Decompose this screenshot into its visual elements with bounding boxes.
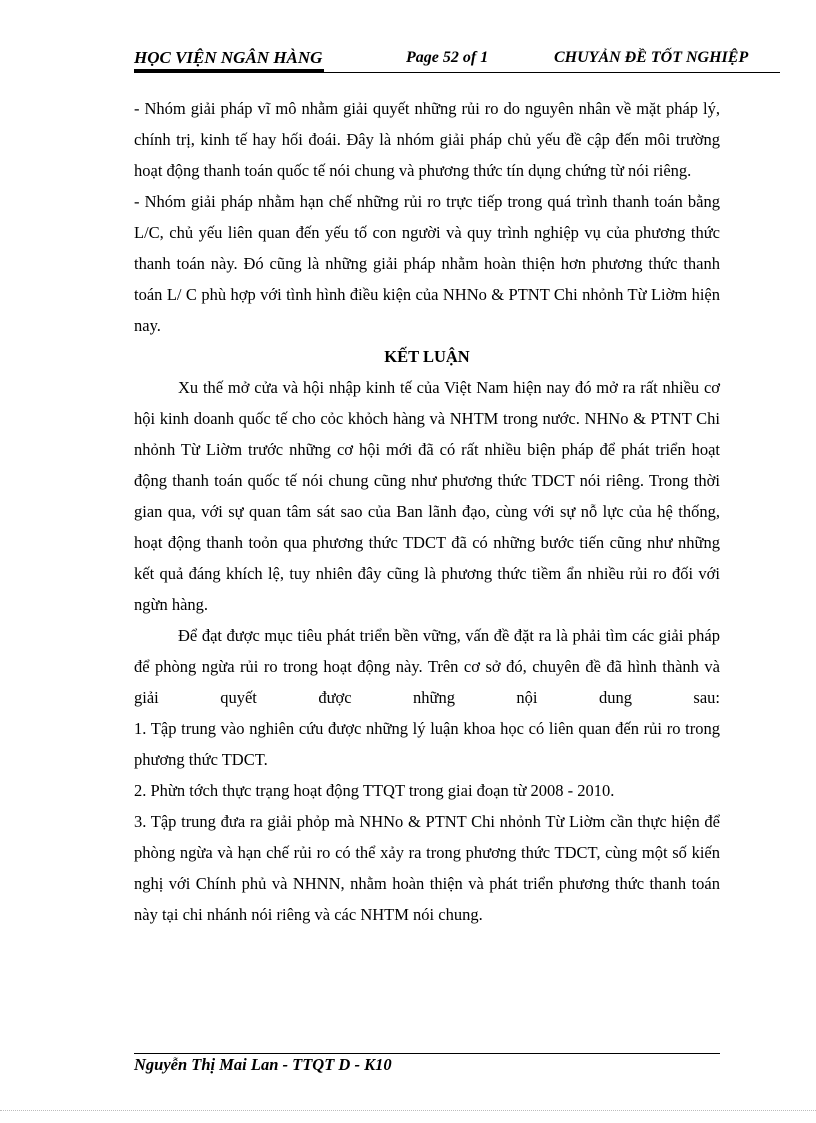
list-item-2: 2. Phừn tớch thực trạng hoạt động TTQT trong giai đoạn từ 2008 - 2010.	[134, 781, 615, 800]
page-number: Page 52 of 1	[406, 49, 489, 66]
page-header	[134, 46, 780, 72]
paragraph-macro-solutions: - Nhóm giải pháp vĩ mô nhằm giải quyết những rủi ro do nguyên nhân về mặt pháp lý, chính trị, kinh tế hay hối đoái. Đây là nhóm giải pháp chủ yếu đề cập đến môi trường hoạt động thanh toán quốc tế nói chung và phương thức tín dụng chứng từ nói riêng.	[134, 99, 720, 180]
footer-author: Nguyễn Thị Mai Lan - TTQT D - K10	[134, 1055, 392, 1074]
paragraph-direct-risk-solutions: - Nhóm giải pháp nhằm hạn chế những rủi ro trực tiếp trong quá trình thanh toán bằng L/C, chủ yếu liên quan đến yếu tố con người và quy trình nghiệp vụ của phương thức thanh toán này. Đó cũng là những giải pháp nhằm hoàn thiện hơn phương thức thanh toán L/ C phù hợp với tình hình điều kiện của NHNo & PTNT Chi nhỏnh Từ Liờm hiện nay.	[134, 192, 720, 335]
footer-divider	[134, 1053, 720, 1054]
header-divider	[134, 72, 780, 73]
list-item-3: 3. Tập trung đưa ra giải phỏp mà NHNo & PTNT Chi nhỏnh Từ Liờm cần thực hiện để phòng ngừa và hạn chế rủi ro có thể xảy ra trong phương thức TDCT, cùng một số kiến nghị với Chính phủ và NHNN, nhằm hoàn thiện và phát triển phương thức thanh toán này tại chi nhánh nói riêng và các NHTM nói chung.	[134, 812, 720, 924]
list-item-1: 1. Tập trung vào nghiên cứu được những lý luận khoa học có liên quan đến rủi ro trong phương thức TDCT.	[134, 719, 720, 769]
paragraph-conclusion-context: Xu thế mở cửa và hội nhập kinh tế của Việt Nam hiện nay đó mở ra rất nhiều cơ hội kinh doanh quốc tế cho cỏc khỏch hàng và NHTM trong nước. NHNo & PTNT Chi nhỏnh Từ Liờm trước những cơ hội mới đã có rất nhiều biện pháp để phát triển hoạt động thanh toán quốc tế nói chung cũng như phương thức TDCT nói riêng. Trong thời gian qua, với sự quan tâm sát sao của Ban lãnh đạo, cùng với sự nỗ lực của hệ thống, hoạt động thanh toỏn qua phương thức TDCT đã có những bước tiến cũng như những kết quả đáng khích lệ, tuy nhiên đây cũng là phương thức tiềm ẩn nhiều rủi ro đối với ngừn hàng.	[134, 378, 720, 614]
paragraph-conclusion-goals: Để đạt được mục tiêu phát triển bền vững, vấn đề đặt ra là phải tìm các giải pháp để phòng ngừa rủi ro trong hoạt động này. Trên cơ sở đó, chuyên đề đã hình thành và giải quyết được những nội dung sau:	[134, 626, 720, 707]
document-type: CHUYẢN ĐỀ TỐT NGHIỆP	[554, 49, 749, 66]
section-heading-conclusion: KẾT LUẬN	[384, 347, 470, 366]
page-body	[134, 93, 720, 930]
institution-name: HỌC VIỆN NGÂN HÀNG	[134, 48, 324, 72]
page-bottom-border	[0, 1110, 816, 1111]
